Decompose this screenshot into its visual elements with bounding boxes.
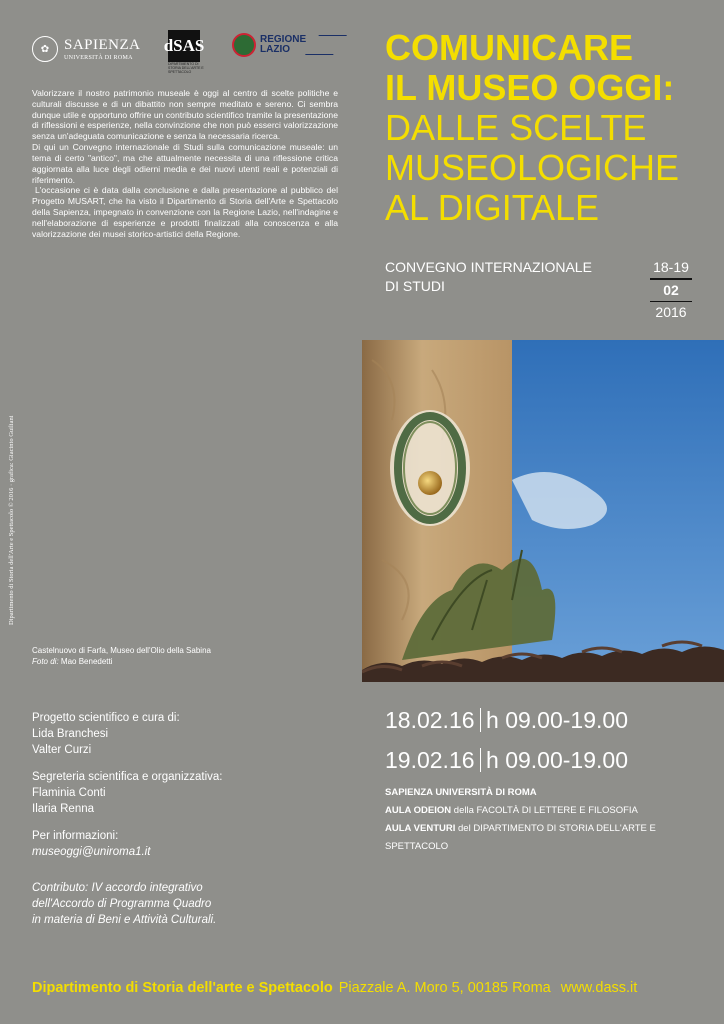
venue-room-2-detail: del DIPARTIMENTO DI STORIA DELL'ARTE E SPETTACOLO: [385, 823, 656, 852]
dsas-logo: [163, 30, 206, 74]
lazio-crest-icon: [232, 33, 256, 57]
dsas-logo-mark: dSAS: [168, 30, 200, 62]
poster-subtitle: [385, 258, 635, 296]
secretary-label: Segreteria scientifica e organizzativa:: [32, 771, 223, 783]
poster-title: [385, 28, 715, 228]
footer-address: Piazzale A. Moro 5, 00185 Roma: [338, 980, 551, 996]
date-year: 2016: [655, 304, 687, 320]
title-line-4: MUSEOLOGICHE: [385, 147, 680, 188]
caption-place: Castelnuovo di Farfa, Museo dell'Olio della Sabina: [32, 646, 211, 655]
title-line-1: COMUNICARE: [385, 27, 633, 68]
venue-university: SAPIENZA UNIVERSITÀ DI ROMA: [385, 787, 537, 798]
date-days: 18-19: [650, 258, 692, 280]
venue-room-1-detail: della FACOLTÀ DI LETTERE E FILOSOFIA: [453, 805, 638, 816]
scientific-label: Progetto scientifico e cura di:: [32, 712, 180, 724]
footer: [32, 980, 712, 996]
intro-paragraph: Di qui un Convegno internazionale di Studi sulla comunicazione museale: un tema di certo "antico", ma che attualmente necessita di una riflessione critica aggiornata alla luce degli odierni media e dei nuovi utenti reali e potenziali di riferimento.: [32, 142, 338, 185]
date-box: [650, 258, 692, 322]
schedule-slot: [385, 746, 715, 776]
organizers: [32, 710, 352, 871]
title-line-2: IL MUSEO OGGI:: [385, 67, 675, 108]
schedule-separator: [480, 708, 482, 732]
lazio-logo-stripes: [305, 35, 347, 55]
contribution-line: Contributo: IV accordo integrativo: [32, 882, 203, 894]
venue: [385, 784, 715, 856]
caption-photo-label: Foto di:: [32, 657, 59, 666]
contribution-line: dell'Accordo di Programma Quadro: [32, 898, 212, 910]
lazio-logo-name: [260, 35, 306, 56]
schedule-date: 19.02.16: [385, 746, 475, 773]
sapienza-logo: [32, 32, 152, 66]
intro-paragraph: L'occasione ci è data dalla conclusione e dalla presentazione al pubblico del Progetto MUSART, che ha visto il Dipartimento di Storia dell'Arte e Spettacolo della Sapienza, impegnato in convenzione con la Regione Lazio, nell'indagine e nell'elaborazione di esperienze e prodotti finalizzati alla conoscenza e alla valorizzazione dei musei storico-artistici della Regione.: [32, 185, 338, 239]
secretary-name: Flaminia Conti: [32, 787, 106, 799]
footer-department: Dipartimento di Storia dell'arte e Spettacolo: [32, 980, 333, 996]
intro-text: [32, 88, 338, 240]
subtitle-line-2: DI STUDI: [385, 278, 445, 294]
scientific-name: Lida Branchesi: [32, 728, 109, 740]
schedule-time: h 09.00-19.00: [486, 746, 628, 773]
footer-website-link[interactable]: www.dass.it: [560, 980, 638, 996]
schedule-date: 18.02.16: [385, 707, 475, 733]
info-email-link[interactable]: museoggi@uniroma1.it: [32, 846, 151, 858]
scientific-name: Valter Curzi: [32, 744, 92, 756]
dsas-logo-sub: DIPARTIMENTO DI STORIA DELL'ARTE E SPETTACOLO: [168, 62, 204, 74]
sapienza-seal-icon: ✿: [32, 36, 58, 62]
regione-lazio-logo: [232, 30, 340, 60]
vertical-credit-text: Dipartimento di Storia dell'Arte e Spettacolo © 2016 · grafica: Giacinto Guiliani: [8, 415, 15, 625]
lazio-logo-name-1: REGIONE: [260, 33, 307, 45]
contribution-line: in materia di Beni e Attività Culturali.: [32, 914, 217, 926]
date-month: 02: [650, 280, 692, 302]
lazio-logo-name-2: LAZIO: [260, 44, 290, 55]
vertical-credit: [8, 355, 20, 625]
museum-photo: [362, 340, 724, 682]
venue-room-1: AULA ODEION: [385, 805, 452, 816]
info-label: Per informazioni:: [32, 830, 119, 842]
sapienza-logo-sub: UNIVERSITÀ DI ROMA: [64, 54, 133, 61]
sapienza-logo-name: SAPIENZA: [64, 36, 141, 53]
title-line-3: DALLE SCELTE: [385, 107, 647, 148]
photo-caption: [32, 645, 332, 667]
title-line-5: AL DIGITALE: [385, 187, 600, 228]
venue-room-2: AULA VENTURI: [385, 823, 456, 834]
schedule-time: h 09.00-19.00: [486, 707, 628, 733]
subtitle-line-1: CONVEGNO INTERNAZIONALE: [385, 259, 592, 275]
museum-photo-illustration: [362, 340, 724, 682]
contribution-note: [32, 880, 352, 928]
schedule: [385, 706, 715, 790]
caption-photographer: Mao Benedetti: [60, 657, 113, 666]
intro-paragraph: Valorizzare il nostro patrimonio museale è oggi al centro di scelte politiche e culturali discusse e di un dibattito non sempre meditato e sereno. Ci sembra dunque utile e opportuno offrire un contributo scientifico tramite la presentazione di riflessioni e esperienze, nella convinzione che non può esserci valorizzazione senza un'adeguata comunicazione e senza la necessaria ricerca.: [32, 88, 338, 142]
schedule-slot: [385, 706, 715, 736]
secretary-name: Ilaria Renna: [32, 803, 95, 815]
schedule-separator: [480, 748, 482, 772]
